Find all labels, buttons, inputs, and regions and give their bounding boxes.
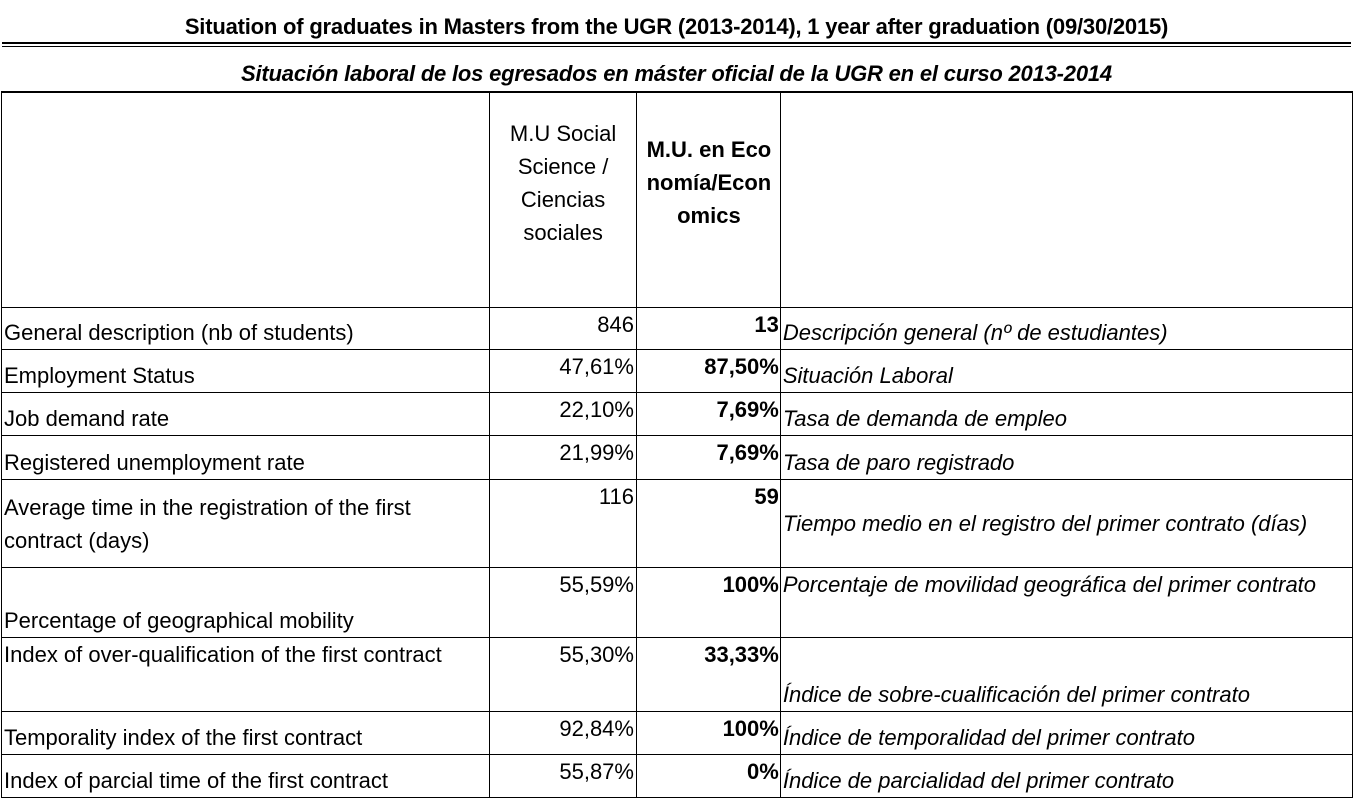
- row-value-social-science: 55,87%: [490, 755, 637, 798]
- table-row: [2, 638, 1353, 712]
- row-value-economics: 87,50%: [636, 350, 780, 393]
- row-label-en: Registered unemployment rate: [2, 436, 490, 480]
- header-empty-label-cell: [2, 92, 490, 308]
- row-label-es: Índice de sobre-cualificación del primer contrato: [780, 638, 1352, 712]
- header-economics-text: M.U. en Economía/Economics: [646, 137, 772, 228]
- row-value-social-science: 21,99%: [490, 436, 637, 480]
- document-subtitle: Situación laboral de los egresados en máster oficial de la UGR en el curso 2013-2014: [241, 61, 1112, 86]
- row-value-economics: 7,69%: [636, 393, 780, 436]
- table-row: [2, 755, 1353, 798]
- row-value-economics: 7,69%: [636, 436, 780, 480]
- table-row: [2, 308, 1353, 350]
- header-social-science: [490, 92, 637, 308]
- table-row: [2, 393, 1353, 436]
- row-value-social-science: 55,59%: [490, 568, 637, 638]
- row-label-es: Tasa de paro registrado: [780, 436, 1352, 480]
- row-label-es: Tasa de demanda de empleo: [780, 393, 1352, 436]
- row-value-social-science: 92,84%: [490, 712, 637, 755]
- row-value-social-science: 116: [490, 480, 637, 568]
- row-label-es: Descripción general (nº de estudiantes): [780, 308, 1352, 350]
- row-label-en: General description (nb of students): [2, 308, 490, 350]
- row-value-economics: 100%: [636, 568, 780, 638]
- row-value-economics: 13: [636, 308, 780, 350]
- row-label-en: Temporality index of the first contract: [2, 712, 490, 755]
- title-underline-secondary: [2, 46, 1351, 47]
- row-value-social-science: 846: [490, 308, 637, 350]
- header-empty-spanish-cell: [780, 92, 1352, 308]
- row-value-social-science: 55,30%: [490, 638, 637, 712]
- table-row: [2, 436, 1353, 480]
- row-value-social-science: 22,10%: [490, 393, 637, 436]
- row-label-en: Index of parcial time of the first contract: [2, 755, 490, 798]
- row-label-es: Situación Laboral: [780, 350, 1352, 393]
- row-value-economics: 0%: [636, 755, 780, 798]
- row-label-es: Porcentaje de movilidad geográfica del primer contrato: [780, 568, 1352, 638]
- row-label-en: Average time in the registration of the first contract (days): [2, 480, 490, 568]
- row-value-economics: 100%: [636, 712, 780, 755]
- row-value-economics: 59: [636, 480, 780, 568]
- table-header-row: [2, 92, 1353, 308]
- table-row: [2, 480, 1353, 568]
- table-row: [2, 712, 1353, 755]
- table-row: [2, 350, 1353, 393]
- row-value-social-science: 47,61%: [490, 350, 637, 393]
- employment-table: [1, 91, 1353, 798]
- row-label-es: Tiempo medio en el registro del primer contrato (días): [780, 480, 1352, 568]
- row-label-en: Employment Status: [2, 350, 490, 393]
- row-label-es: Índice de parcialidad del primer contrato: [780, 755, 1352, 798]
- row-label-en: Index of over-qualification of the first contract: [2, 638, 490, 712]
- document-title: Situation of graduates in Masters from the UGR (2013-2014), 1 year after graduation (09/30/2015): [184, 14, 1169, 39]
- title-underline: [2, 42, 1351, 44]
- header-social-science-text: M.U Social Science / Ciencias sociales: [509, 121, 617, 245]
- header-economics: [636, 92, 780, 308]
- row-label-es: Índice de temporalidad del primer contrato: [780, 712, 1352, 755]
- row-label-en: Percentage of geographical mobility: [2, 568, 490, 638]
- table-row: [2, 568, 1353, 638]
- row-value-economics: 33,33%: [636, 638, 780, 712]
- row-label-en: Job demand rate: [2, 393, 490, 436]
